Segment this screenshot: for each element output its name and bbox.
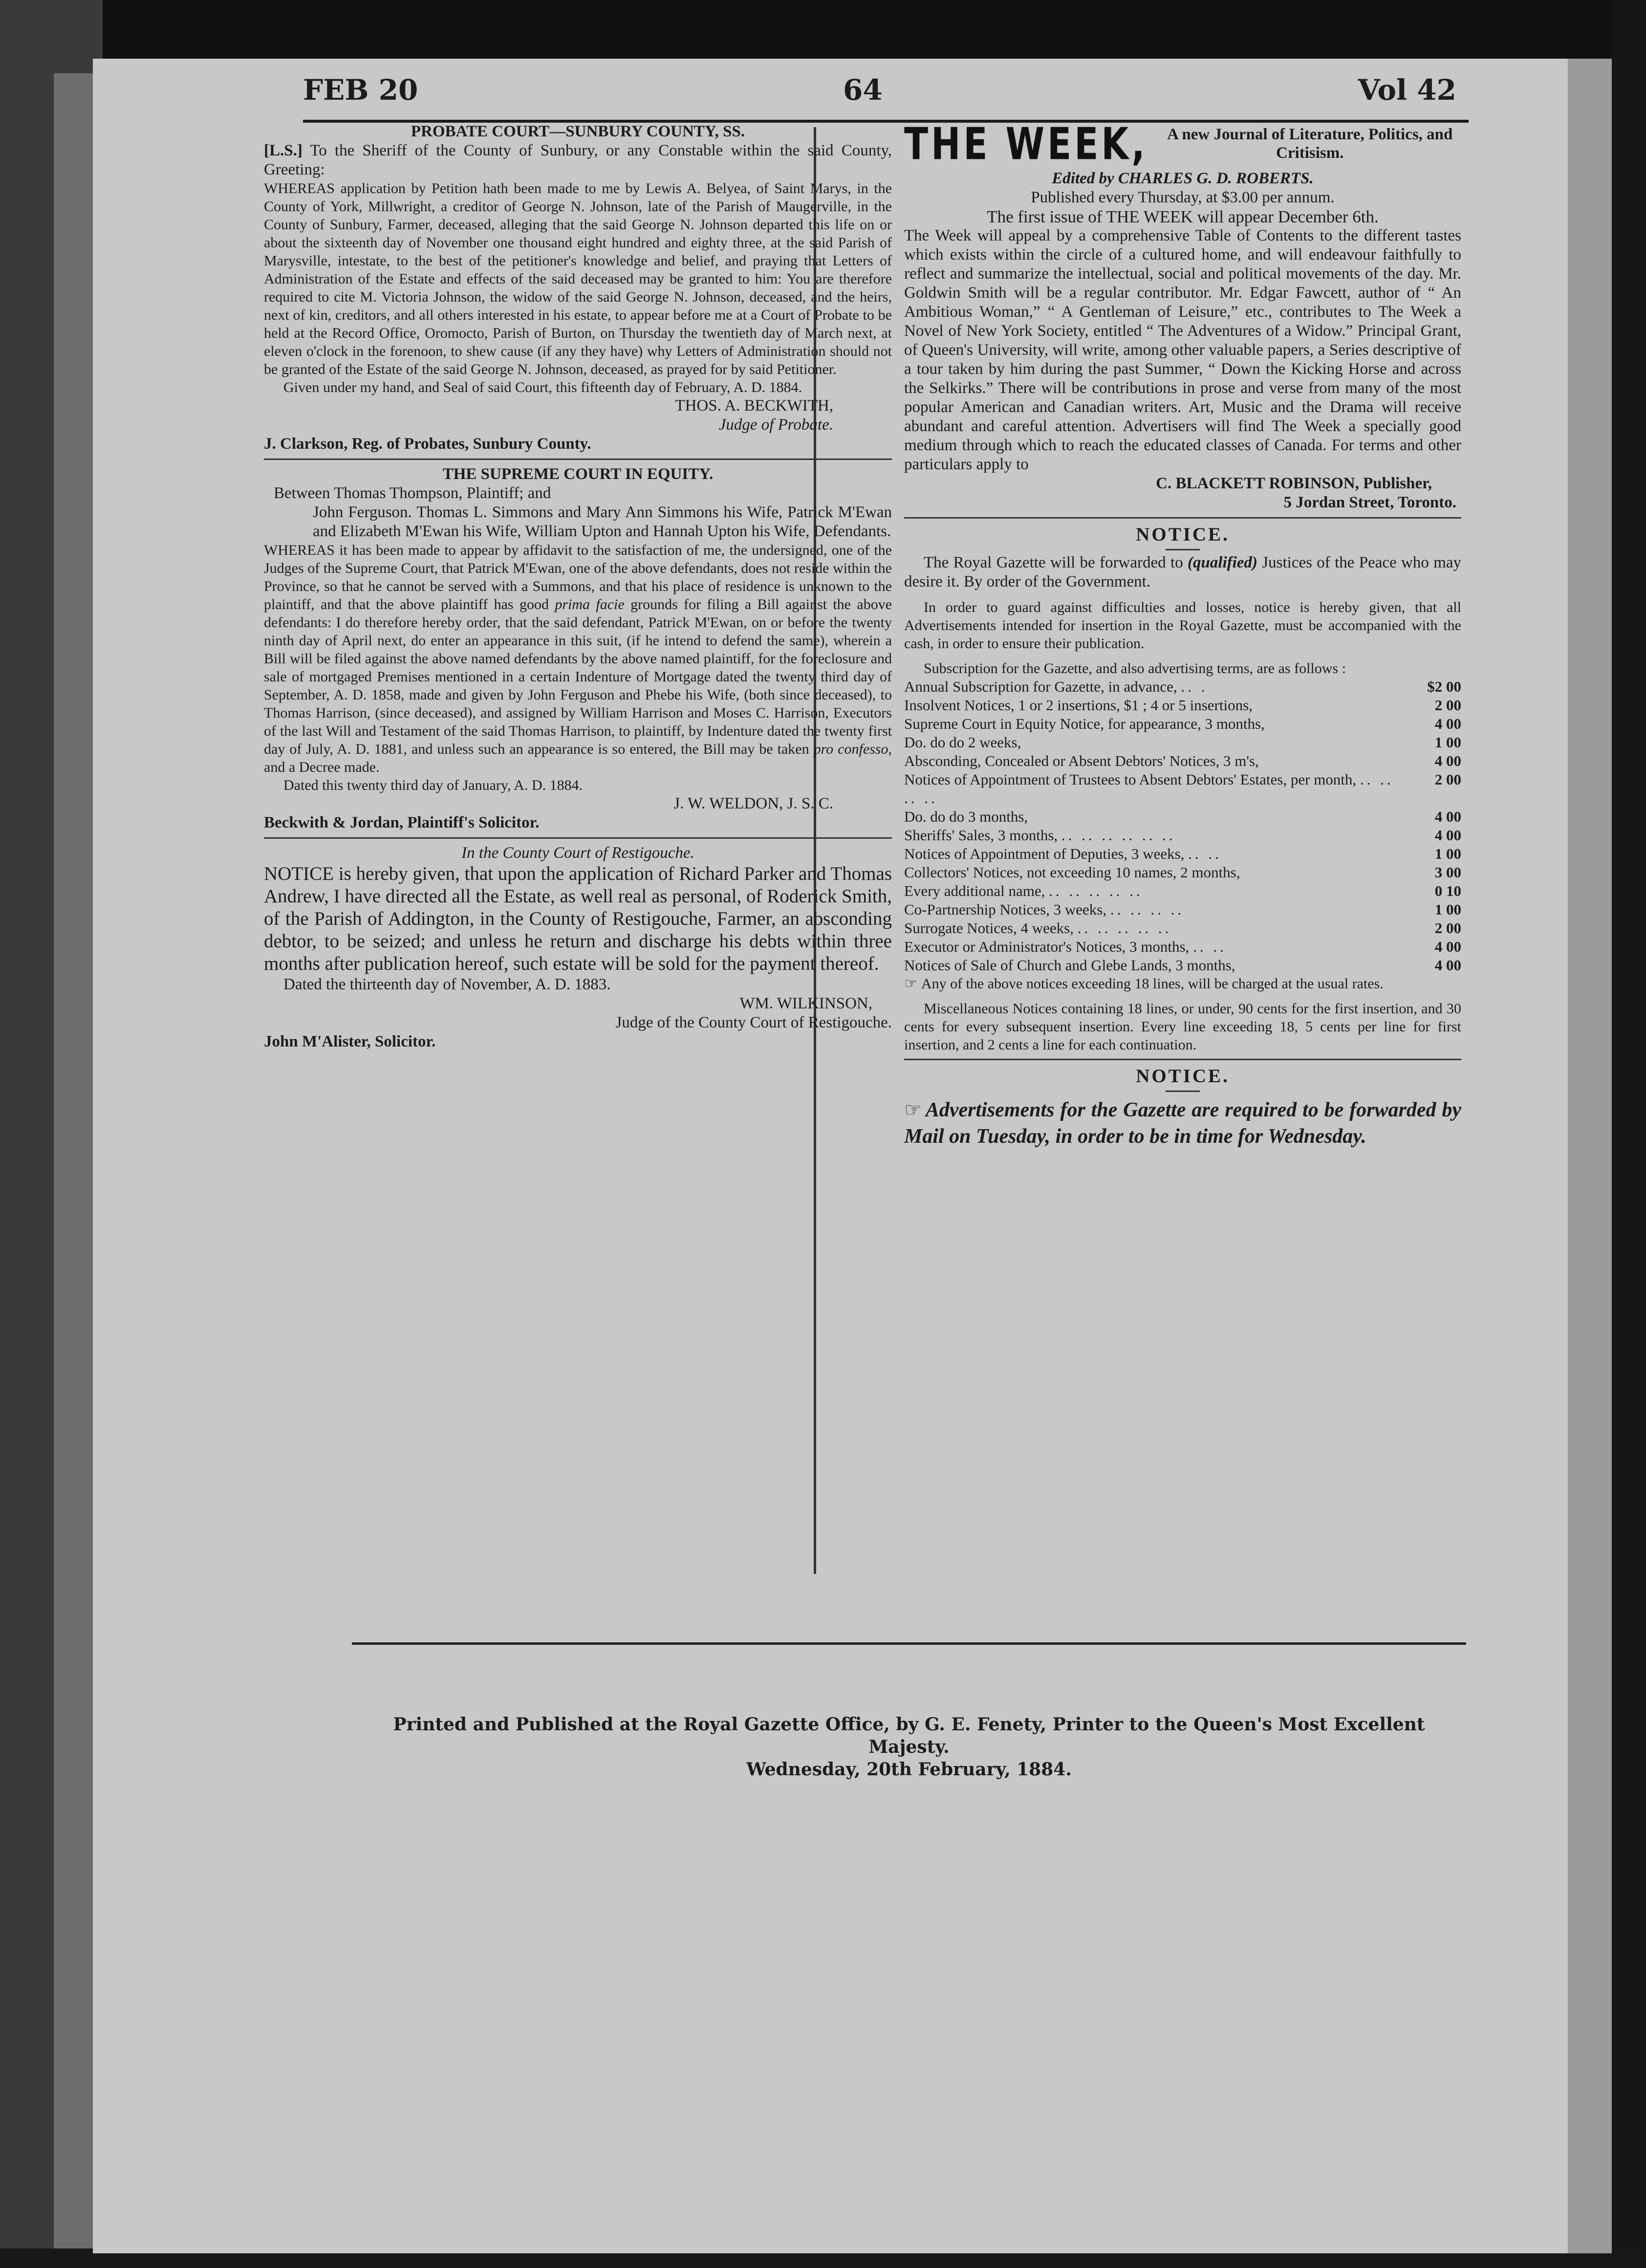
rate-label-text: Notices of Sale of Church and Glebe Lands, 3 months, bbox=[904, 957, 1235, 974]
week-tagline: A new Journal of Literature, Politics, and Critisism. bbox=[1167, 126, 1453, 162]
rate-row bbox=[904, 807, 1461, 826]
supreme-court-notice bbox=[264, 465, 892, 832]
rate-row bbox=[904, 677, 1461, 696]
rate-price: 4 00 bbox=[1434, 808, 1461, 825]
rate-label-text: Insolvent Notices, 1 or 2 insertions, $1 ; 4 or 5 insertions, bbox=[904, 697, 1253, 714]
rate-leader-dots: .. . bbox=[1181, 678, 1208, 695]
rate-price: 4 00 bbox=[1434, 752, 1461, 769]
rate-price: 4 00 bbox=[1434, 957, 1461, 974]
probate-registrar: J. Clarkson, Reg. of Probates, Sunbury County. bbox=[264, 435, 591, 453]
rate-label bbox=[904, 882, 1408, 900]
rate-label bbox=[904, 919, 1408, 938]
rate-leader-dots: .. .. .. .. bbox=[1110, 901, 1185, 918]
notice1-exceeding-text: Any of the above notices exceeding 18 lines, will be charged at the usual rates. bbox=[921, 976, 1384, 992]
title-rule bbox=[1166, 1090, 1200, 1092]
footer-rule bbox=[352, 1642, 1466, 1645]
probate-notice bbox=[264, 122, 892, 454]
notice1-qualified: (qualified) bbox=[1187, 554, 1257, 571]
rate-row bbox=[904, 919, 1461, 938]
week-published: Published every Thursday, at $3.00 per annum. bbox=[1031, 189, 1335, 206]
rate-price: 1 00 bbox=[1434, 901, 1461, 918]
county-body: NOTICE is hereby given, that upon the application of Richard Parker and Thomas Andrew, I have directed all the Estate, as well real as personal, of Roderick Smith, of the Parish of Addington, in the County of Restigouche, Farmer, an absconding debtor, to be seized; and unless he return and discharge his debts within three months after publication hereof, such estate will be sold for the payment thereof. bbox=[264, 863, 892, 974]
rate-row bbox=[904, 882, 1461, 900]
rate-label-text: Every additional name, bbox=[904, 882, 1045, 899]
notice1-exceeding bbox=[904, 975, 1461, 993]
supreme-solicitor: Beckwith & Jordan, Plaintiff's Solicitor. bbox=[264, 814, 540, 831]
rate-leader-dots: .. .. .. .. .. .. bbox=[1061, 827, 1176, 844]
rate-leader-dots: .. .. .. .. .. bbox=[1077, 919, 1172, 937]
the-week-advert bbox=[904, 118, 1461, 512]
probate-signer: THOS. A. BECKWITH, bbox=[675, 397, 833, 414]
rate-label-text: Co-Partnership Notices, 3 weeks, bbox=[904, 901, 1107, 918]
supreme-title: THE SUPREME COURT IN EQUITY. bbox=[442, 465, 714, 483]
right-column bbox=[904, 118, 1462, 1150]
supreme-body-a: WHEREAS it has been made to appear by affidavit to the satisfaction of me, the undersigned, one of the Judges of the Supreme Court, that Patrick M'Ewan, one of the above defendants, does not reside within the Province, so that he cannot be served with a Summons, and that his place of residence is unknown to the plaintiff, and that the above plaintiff has good bbox=[264, 542, 892, 612]
rate-label bbox=[904, 956, 1408, 975]
notice2-text-body: Advertisements for the Gazette are required to be forwarded by Mail on Tuesday, in order to be in time for Wednesday. bbox=[904, 1099, 1461, 1148]
supreme-pro-confesso: pro confesso bbox=[813, 741, 888, 757]
probate-signer-title: Judge of Probate. bbox=[718, 416, 833, 434]
rate-price: 2 00 bbox=[1434, 697, 1461, 714]
rate-row bbox=[904, 733, 1461, 752]
county-dated: Dated the thirteenth day of November, A. D. 1883. bbox=[283, 976, 611, 993]
rate-price: 3 00 bbox=[1434, 864, 1461, 881]
supreme-dated: Dated this twenty third day of January, A. D. 1884. bbox=[283, 777, 583, 793]
rate-label-text: Sheriffs' Sales, 3 months, bbox=[904, 827, 1058, 844]
scan-border-right bbox=[1612, 0, 1646, 2268]
rate-label bbox=[904, 715, 1408, 733]
gazette-notice bbox=[904, 523, 1461, 1054]
rate-label-text: Annual Subscription for Gazette, in advance, bbox=[904, 678, 1177, 695]
county-signer: WM. WILKINSON, bbox=[739, 995, 872, 1012]
week-editor: Edited by CHARLES G. D. ROBERTS. bbox=[1052, 170, 1314, 187]
rate-label bbox=[904, 938, 1408, 956]
probate-title: PROBATE COURT—SUNBURY COUNTY, SS. bbox=[411, 123, 745, 140]
probate-address bbox=[264, 141, 892, 179]
rate-row bbox=[904, 956, 1461, 975]
county-signer-title: Judge of the County Court of Restigouche. bbox=[615, 1014, 892, 1031]
county-title: In the County Court of Restigouche. bbox=[461, 844, 694, 862]
rate-label-text: Collectors' Notices, not exceeding 10 names, 2 months, bbox=[904, 864, 1240, 881]
rate-label-text: Notices of Appointment of Deputies, 3 weeks, bbox=[904, 845, 1185, 862]
rate-label bbox=[904, 677, 1408, 696]
rate-label bbox=[904, 863, 1408, 882]
rate-row bbox=[904, 770, 1461, 807]
rate-label-text: Do. do do 3 months, bbox=[904, 808, 1028, 825]
notice1-title: NOTICE. bbox=[1136, 524, 1230, 545]
header-date: FEB 20 bbox=[303, 73, 418, 107]
rate-leader-dots: .. .. bbox=[1188, 845, 1222, 862]
probate-given: Given under my hand, and Seal of said Court, this fifteenth day of February, A. D. 1884. bbox=[283, 379, 802, 395]
county-solicitor: John M'Alister, Solicitor. bbox=[264, 1033, 436, 1050]
rate-price: $2 00 bbox=[1427, 678, 1461, 695]
rate-label-text: Surrogate Notices, 4 weeks, bbox=[904, 919, 1074, 937]
supreme-body-c: , and a Decree made. bbox=[264, 741, 892, 775]
section-rule bbox=[904, 1059, 1461, 1060]
rate-row bbox=[904, 696, 1461, 715]
week-body: The Week will appeal by a comprehensive Table of Contents to the different tastes which exists within the circle of a cultured home, and will endeavour faithfully to reflect and summarize the intellectual, social and political movements of the day. Mr. Goldwin Smith will be a regular contributor. Mr. Edgar Fawcett, author of “ An Ambitious Woman,” “ A Gentleman of Leisure,” etc., contributes to The Week a Novel of New York Society, entitled “ The Adventures of a Widow.” Principal Grant, of Queen's University, will write, among other valuable papers, a Series descriptive of a tour taken by him during the past Summer, “ Down the Kicking Horse and across the Selkirks.” There will be contributions in prose and verse from many of the most popular American and Canadian writers. Art, Music and the Drama will receive abundant and careful attention. Advertisers will find The Week a specially good medium through which to reach the educated classes of Canada. For terms and other particulars apply to bbox=[904, 227, 1461, 473]
rate-label-text: Executor or Administrator's Notices, 3 months, bbox=[904, 938, 1190, 955]
rate-price: 4 00 bbox=[1434, 827, 1461, 844]
page-footer bbox=[352, 1642, 1466, 1781]
rate-label bbox=[904, 733, 1408, 752]
week-first-issue: The first issue of THE WEEK will appear December 6th. bbox=[987, 207, 1379, 226]
notice1-text bbox=[904, 553, 1461, 591]
header-page-number: 64 bbox=[843, 73, 883, 107]
rate-price: 1 00 bbox=[1434, 845, 1461, 862]
rate-label bbox=[904, 826, 1408, 845]
rate-label bbox=[904, 752, 1408, 770]
week-address: 5 Jordan Street, Toronto. bbox=[1283, 494, 1456, 511]
supreme-body-b: grounds for filing a Bill against the above defendants: I do therefore hereby order, that the said defendant, Patrick M'Ewan, on or before the twenty ninth day of April next, do enter an appearance in this suit, (if he intend to defend the same), wherein a Bill will be filed against the above named defendants by the above named plaintiff, for the foreclosure and sale of mortgaged Premises mentioned in a certain Indenture of Mortgage dated the twenty third day of September, A. D. 1858, made and given by John Ferguson and Phebe his Wife, (both since deceased), to Thomas Harrison, (since deceased), and assigned by William Harrison and Moses C. Harrison, Executors of the last Will and Testament of the said Thomas Harrison, to plaintiff, by Indenture dated the twenty first day of July, A. D. 1881, and unless such an appearance is so entered, the Bill may be taken bbox=[264, 596, 892, 757]
supreme-parties: John Ferguson. Thomas L. Simmons and Mary Ann Simmons his Wife, Patrick M'Ewan and Elizabeth M'Ewan his Wife, William Upton and Hannah Upton his Wife, Defendants. bbox=[313, 503, 892, 540]
rate-row bbox=[904, 752, 1461, 770]
week-title: THE WEEK, bbox=[904, 118, 1148, 170]
header-volume: Vol 42 bbox=[1358, 73, 1456, 107]
week-masthead bbox=[904, 118, 1461, 170]
rate-price: 4 00 bbox=[1434, 938, 1461, 955]
title-rule bbox=[1166, 549, 1200, 550]
rate-price: 1 00 bbox=[1434, 734, 1461, 751]
rate-label bbox=[904, 696, 1408, 715]
rate-label bbox=[904, 770, 1408, 807]
rate-label-text: Supreme Court in Equity Notice, for appearance, 3 months, bbox=[904, 715, 1265, 732]
notice1-guard: In order to guard against difficulties and losses, notice is hereby given, that all Advertisements intended for insertion in the Royal Gazette, must be accompanied with the cash, in order to ensure their publication. bbox=[904, 599, 1461, 652]
rate-label-text: Notices of Appointment of Trustees to Absent Debtors' Estates, per month, bbox=[904, 771, 1357, 788]
rates-body bbox=[904, 677, 1461, 975]
page-header bbox=[303, 73, 1456, 117]
rate-row bbox=[904, 863, 1461, 882]
rate-row bbox=[904, 938, 1461, 956]
supreme-body bbox=[264, 541, 892, 776]
rate-leader-dots: .. .. .. .. bbox=[904, 771, 1394, 807]
rate-label-text: Absconding, Concealed or Absent Debtors' Notices, 3 m's, bbox=[904, 752, 1259, 769]
rate-price: 2 00 bbox=[1434, 919, 1461, 937]
rate-price: 2 00 bbox=[1434, 771, 1461, 788]
supreme-prima-facie: prima facie bbox=[555, 596, 625, 612]
section-rule bbox=[264, 837, 892, 839]
footer-date: Wednesday, 20th February, 1884. bbox=[746, 1759, 1072, 1780]
notice1-text-a: The Royal Gazette will be forwarded to bbox=[924, 554, 1183, 571]
rate-label bbox=[904, 807, 1408, 826]
probate-seal: [L.S.] bbox=[264, 142, 303, 159]
rate-price: 4 00 bbox=[1434, 715, 1461, 732]
page-stack-edge bbox=[54, 73, 93, 2253]
rate-label bbox=[904, 845, 1408, 863]
page-right-shadow bbox=[1568, 59, 1612, 2253]
left-column bbox=[264, 122, 892, 1051]
notice1-subscription: Subscription for the Gazette, and also advertising terms, are as follows : bbox=[924, 660, 1346, 676]
week-publisher: C. BLACKETT ROBINSON, Publisher, bbox=[1156, 475, 1432, 492]
section-rule bbox=[264, 458, 892, 460]
notice1-text-b: Justices of the Peace who may desire it. By order of the Government. bbox=[904, 554, 1462, 590]
supreme-between: Between Thomas Thompson, Plaintiff; and bbox=[274, 484, 551, 502]
rate-label bbox=[904, 900, 1408, 919]
rate-price: 0 10 bbox=[1434, 882, 1461, 899]
footer-printer: Printed and Published at the Royal Gazette Office, by G. E. Fenety, Printer to the Queen's Most Excellent Majesty. bbox=[393, 1714, 1425, 1757]
probate-address-text: To the Sheriff of the County of Sunbury, or any Constable within the said County, Greeting: bbox=[264, 142, 892, 178]
notice1-misc: Miscellaneous Notices containing 18 lines, or under, 90 cents for the first insertion, and 30 cents for every subsequent insertion. Every line exceeding 18, 5 cents per line for first insertion, and 2 cents a line for each continuation. bbox=[904, 1001, 1461, 1053]
rate-row bbox=[904, 715, 1461, 733]
supreme-signer: J. W. WELDON, J. S. C. bbox=[673, 795, 833, 812]
notice2-text bbox=[904, 1097, 1461, 1150]
mail-notice bbox=[904, 1065, 1461, 1150]
section-rule bbox=[904, 517, 1461, 519]
rate-row bbox=[904, 826, 1461, 845]
rate-label-text: Do. do do 2 weeks, bbox=[904, 734, 1021, 751]
county-court-notice bbox=[264, 844, 892, 1051]
rates-table bbox=[904, 677, 1461, 975]
rate-row bbox=[904, 845, 1461, 863]
rate-row bbox=[904, 900, 1461, 919]
rate-leader-dots: .. .. bbox=[1193, 938, 1227, 955]
pointing-hand-icon: ☞ bbox=[904, 1099, 922, 1121]
pointing-hand-icon: ☞ bbox=[904, 975, 917, 992]
notice2-title: NOTICE. bbox=[1136, 1066, 1230, 1087]
probate-body: WHEREAS application by Petition hath been made to me by Lewis A. Belyea, of Saint Marys, in the County of York, Millwright, a creditor of George N. Johnson, late of the Parish of Maugerville, in the County of Sunbury, Farmer, deceased, alleging that the said George N. Johnson departed this life on or about the sixteenth day of November one thousand eight hundred and eighty three, at the said Parish of Marysville, intestate, to the best of the petitioner's knowledge and belief, and praying that Letters of Administration of the Estate and effects of the said deceased may be granted to him: You are therefore required to cite M. Victoria Johnson, the widow of the said George N. Johnson, deceased, and the heirs, next of kin, creditors, and all others interested in his estate, to appear before me at a Court of Probate to be held at the Record Office, Oromocto, Parish of Burton, on Thursday the twentieth day of March next, at eleven o'clock in the forenoon, to shew cause (if any they have) why Letters of Administration should not be granted of the Estate of the said George N. Johnson, deceased, as prayed for by said Petitioner. bbox=[264, 180, 892, 377]
rate-leader-dots: .. .. .. .. .. bbox=[1049, 882, 1143, 899]
